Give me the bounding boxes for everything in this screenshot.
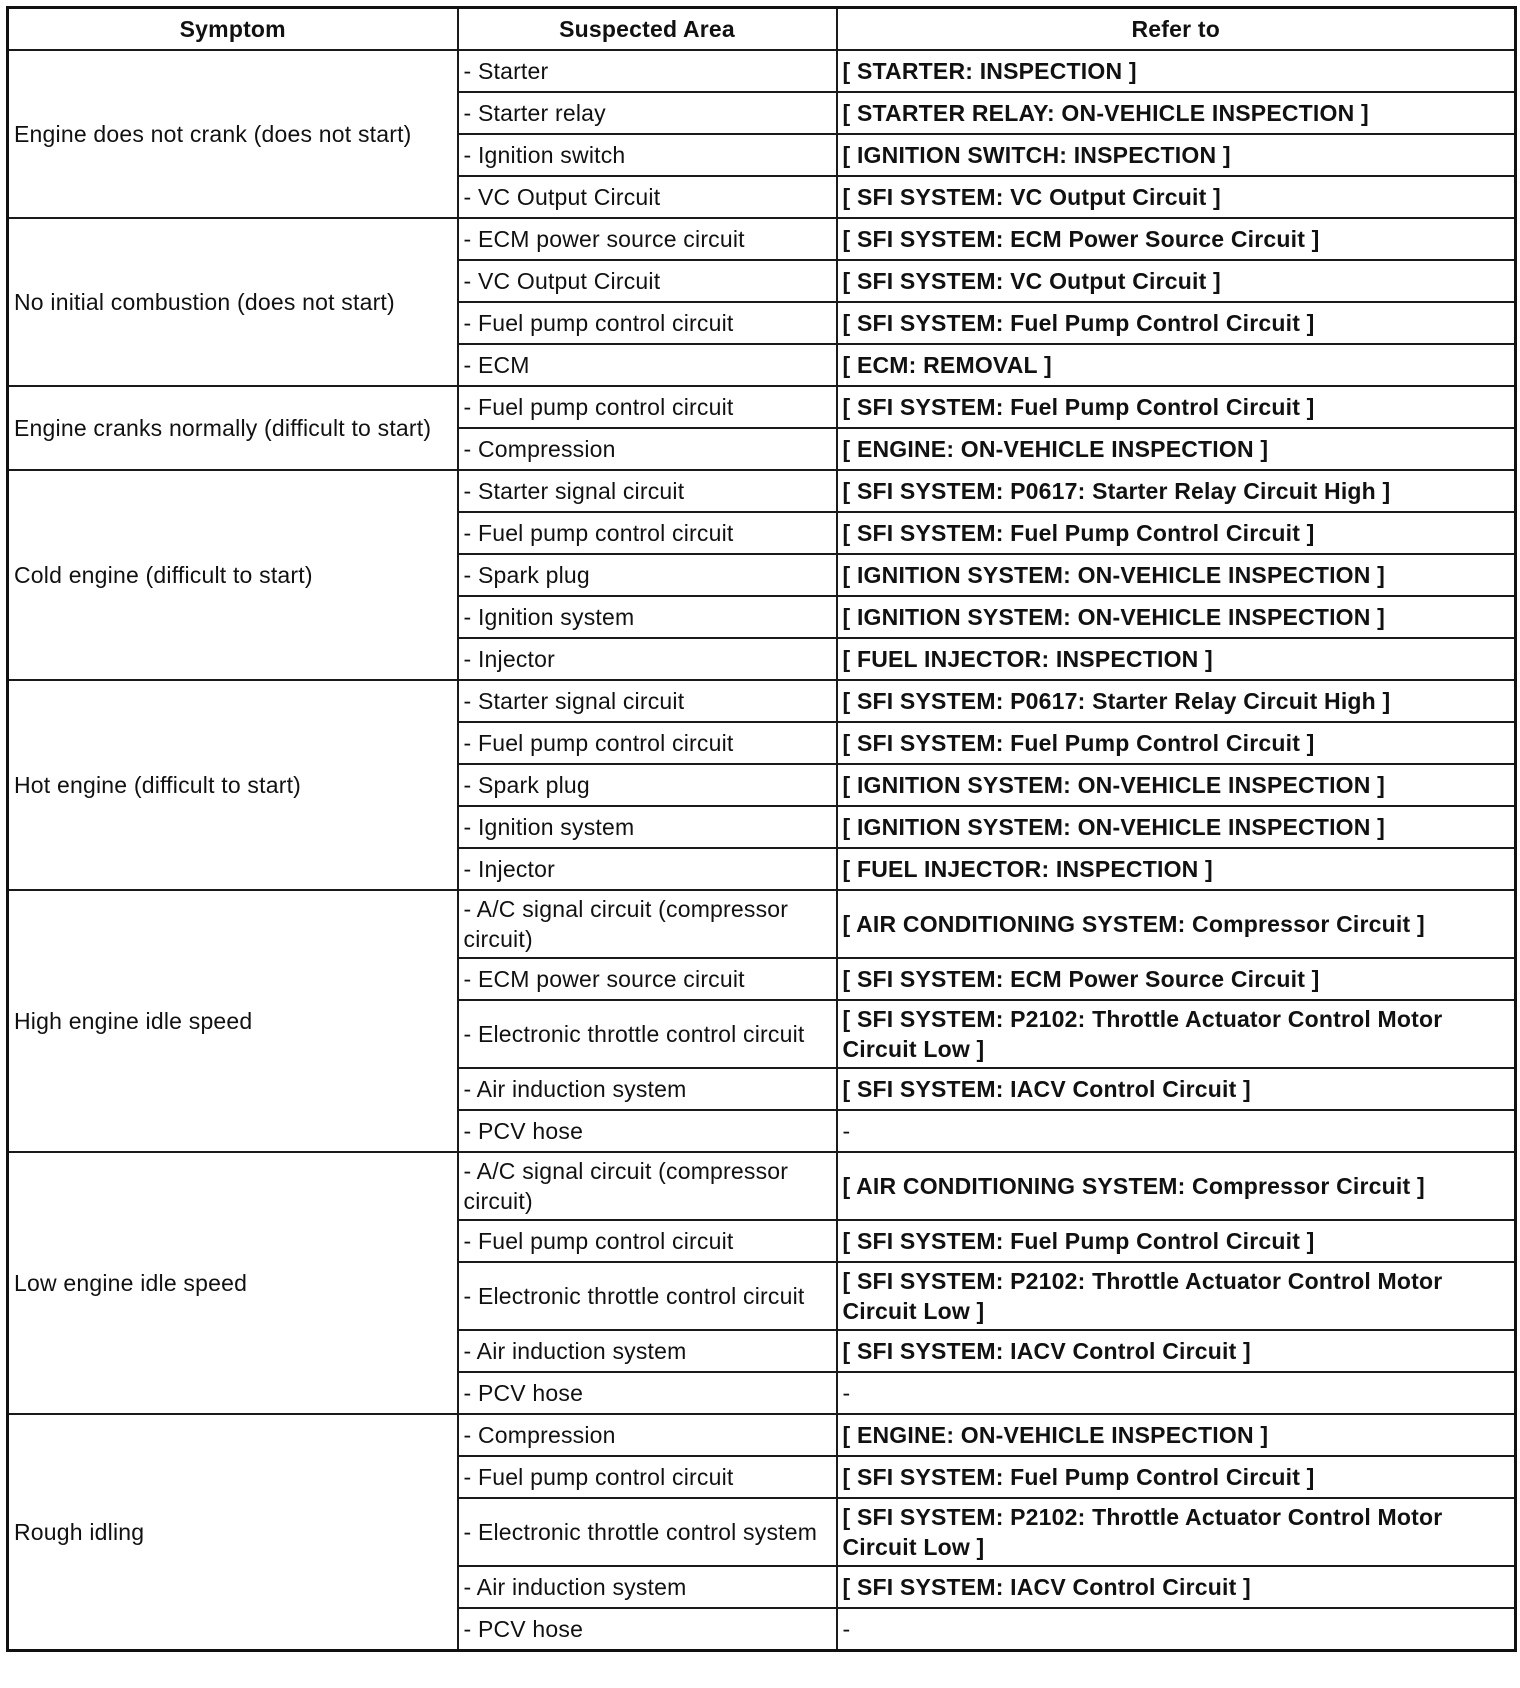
suspected-area-cell: - Electronic throttle control circuit [458, 1262, 837, 1330]
suspected-area-cell: - Ignition system [458, 596, 837, 638]
table-row [8, 50, 1516, 92]
refer-to-cell: - [837, 1110, 1516, 1152]
suspected-area-cell: - VC Output Circuit [458, 176, 837, 218]
refer-to-cell[interactable]: [ SFI SYSTEM: P0617: Starter Relay Circuit High ] [837, 680, 1516, 722]
header-symptom: Symptom [8, 8, 458, 51]
refer-to-cell[interactable]: [ SFI SYSTEM: VC Output Circuit ] [837, 260, 1516, 302]
refer-to-cell[interactable]: [ SFI SYSTEM: Fuel Pump Control Circuit ] [837, 386, 1516, 428]
refer-to-cell[interactable]: [ IGNITION SYSTEM: ON-VEHICLE INSPECTION ] [837, 554, 1516, 596]
suspected-area-cell: - Injector [458, 848, 837, 890]
suspected-area-cell: - Injector [458, 638, 837, 680]
suspected-area-cell: - Fuel pump control circuit [458, 1456, 837, 1498]
suspected-area-cell: - PCV hose [458, 1608, 837, 1651]
header-row [8, 8, 1516, 51]
suspected-area-cell: - ECM [458, 344, 837, 386]
refer-to-cell[interactable]: [ SFI SYSTEM: Fuel Pump Control Circuit ] [837, 1456, 1516, 1498]
suspected-area-cell: - Ignition switch [458, 134, 837, 176]
suspected-area-cell: - Fuel pump control circuit [458, 302, 837, 344]
suspected-area-cell: - Ignition system [458, 806, 837, 848]
refer-to-cell[interactable]: [ SFI SYSTEM: VC Output Circuit ] [837, 176, 1516, 218]
problem-symptoms-table [6, 6, 1517, 1652]
symptom-cell: Cold engine (difficult to start) [8, 470, 458, 680]
refer-to-cell[interactable]: [ SFI SYSTEM: ECM Power Source Circuit ] [837, 958, 1516, 1000]
symptom-cell: Low engine idle speed [8, 1152, 458, 1414]
refer-to-cell[interactable]: [ SFI SYSTEM: Fuel Pump Control Circuit ] [837, 722, 1516, 764]
suspected-area-cell: - A/C signal circuit (compressor circuit) [458, 1152, 837, 1220]
refer-to-cell[interactable]: [ FUEL INJECTOR: INSPECTION ] [837, 638, 1516, 680]
suspected-area-cell: - Starter relay [458, 92, 837, 134]
refer-to-cell[interactable]: [ STARTER: INSPECTION ] [837, 50, 1516, 92]
table-row [8, 890, 1516, 958]
symptom-cell: Engine does not crank (does not start) [8, 50, 458, 218]
symptom-cell: Engine cranks normally (difficult to start) [8, 386, 458, 470]
suspected-area-cell: - Air induction system [458, 1566, 837, 1608]
suspected-area-cell: - Starter signal circuit [458, 680, 837, 722]
suspected-area-cell: - Compression [458, 1414, 837, 1456]
header-suspected-area: Suspected Area [458, 8, 837, 51]
refer-to-cell[interactable]: [ SFI SYSTEM: P0617: Starter Relay Circuit High ] [837, 470, 1516, 512]
refer-to-cell[interactable]: [ IGNITION SYSTEM: ON-VEHICLE INSPECTION ] [837, 764, 1516, 806]
refer-to-cell: - [837, 1608, 1516, 1651]
table-row [8, 470, 1516, 512]
refer-to-cell[interactable]: [ SFI SYSTEM: Fuel Pump Control Circuit ] [837, 512, 1516, 554]
refer-to-cell[interactable]: [ SFI SYSTEM: Fuel Pump Control Circuit ] [837, 1220, 1516, 1262]
suspected-area-cell: - VC Output Circuit [458, 260, 837, 302]
refer-to-cell[interactable]: [ SFI SYSTEM: Fuel Pump Control Circuit ] [837, 302, 1516, 344]
symptom-cell: Rough idling [8, 1414, 458, 1651]
refer-to-cell[interactable]: [ FUEL INJECTOR: INSPECTION ] [837, 848, 1516, 890]
suspected-area-cell: - Spark plug [458, 764, 837, 806]
refer-to-cell[interactable]: [ AIR CONDITIONING SYSTEM: Compressor Circuit ] [837, 890, 1516, 958]
table-row [8, 386, 1516, 428]
header-refer-to: Refer to [837, 8, 1516, 51]
refer-to-cell[interactable]: [ SFI SYSTEM: P2102: Throttle Actuator Control Motor Circuit Low ] [837, 1498, 1516, 1566]
suspected-area-cell: - PCV hose [458, 1110, 837, 1152]
suspected-area-cell: - Compression [458, 428, 837, 470]
refer-to-cell[interactable]: [ ENGINE: ON-VEHICLE INSPECTION ] [837, 1414, 1516, 1456]
suspected-area-cell: - Air induction system [458, 1330, 837, 1372]
suspected-area-cell: - A/C signal circuit (compressor circuit) [458, 890, 837, 958]
suspected-area-cell: - Fuel pump control circuit [458, 386, 837, 428]
refer-to-cell[interactable]: [ SFI SYSTEM: IACV Control Circuit ] [837, 1566, 1516, 1608]
table-row [8, 218, 1516, 260]
table-row [8, 1152, 1516, 1220]
refer-to-cell[interactable]: [ STARTER RELAY: ON-VEHICLE INSPECTION ] [837, 92, 1516, 134]
suspected-area-cell: - ECM power source circuit [458, 218, 837, 260]
table-row [8, 1414, 1516, 1456]
suspected-area-cell: - Air induction system [458, 1068, 837, 1110]
table-row [8, 680, 1516, 722]
symptom-cell: Hot engine (difficult to start) [8, 680, 458, 890]
table-body [8, 50, 1516, 1651]
refer-to-cell[interactable]: [ SFI SYSTEM: IACV Control Circuit ] [837, 1330, 1516, 1372]
troubleshooting-table-container [6, 6, 1514, 1652]
refer-to-cell[interactable]: [ IGNITION SYSTEM: ON-VEHICLE INSPECTION ] [837, 596, 1516, 638]
refer-to-cell[interactable]: [ IGNITION SYSTEM: ON-VEHICLE INSPECTION ] [837, 806, 1516, 848]
refer-to-cell[interactable]: [ SFI SYSTEM: ECM Power Source Circuit ] [837, 218, 1516, 260]
suspected-area-cell: - Starter [458, 50, 837, 92]
refer-to-cell[interactable]: [ AIR CONDITIONING SYSTEM: Compressor Circuit ] [837, 1152, 1516, 1220]
refer-to-cell[interactable]: [ SFI SYSTEM: IACV Control Circuit ] [837, 1068, 1516, 1110]
symptom-cell: High engine idle speed [8, 890, 458, 1152]
suspected-area-cell: - Fuel pump control circuit [458, 512, 837, 554]
suspected-area-cell: - Spark plug [458, 554, 837, 596]
refer-to-cell[interactable]: [ ENGINE: ON-VEHICLE INSPECTION ] [837, 428, 1516, 470]
suspected-area-cell: - PCV hose [458, 1372, 837, 1414]
suspected-area-cell: - Electronic throttle control system [458, 1498, 837, 1566]
suspected-area-cell: - ECM power source circuit [458, 958, 837, 1000]
suspected-area-cell: - Starter signal circuit [458, 470, 837, 512]
suspected-area-cell: - Fuel pump control circuit [458, 722, 837, 764]
refer-to-cell[interactable]: [ IGNITION SWITCH: INSPECTION ] [837, 134, 1516, 176]
suspected-area-cell: - Electronic throttle control circuit [458, 1000, 837, 1068]
symptom-cell: No initial combustion (does not start) [8, 218, 458, 386]
refer-to-cell[interactable]: [ ECM: REMOVAL ] [837, 344, 1516, 386]
suspected-area-cell: - Fuel pump control circuit [458, 1220, 837, 1262]
refer-to-cell[interactable]: [ SFI SYSTEM: P2102: Throttle Actuator Control Motor Circuit Low ] [837, 1000, 1516, 1068]
refer-to-cell[interactable]: [ SFI SYSTEM: P2102: Throttle Actuator Control Motor Circuit Low ] [837, 1262, 1516, 1330]
refer-to-cell: - [837, 1372, 1516, 1414]
